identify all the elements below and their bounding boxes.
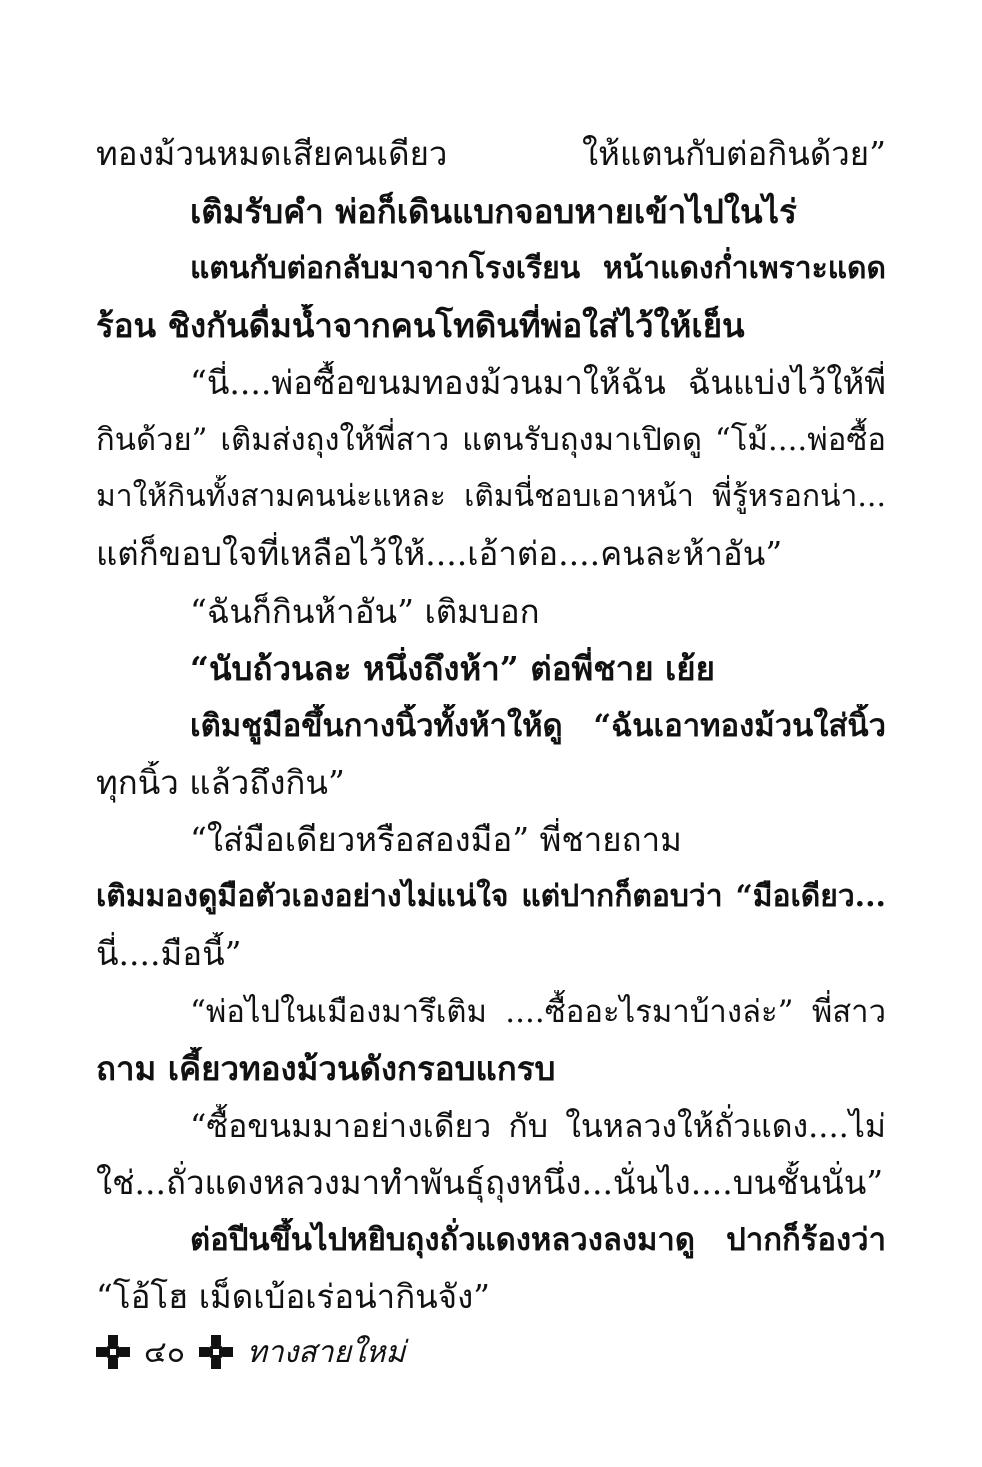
- text-line-11: เติมชูมือขึ้นกางนิ้วทั้งห้าให้ดู “ฉันเอาทองม้วนใส่นิ้ว: [190, 708, 886, 744]
- text-line-1: ทองม้วนหมดเสียคนเดียว ให้แตนกับต่อกินด้วย”: [96, 134, 886, 173]
- text-line-20: ต่อปีนขึ้นไปหยิบถุงถั่วแดงหลวงลงมาดู ปากก็ร้องว่า: [190, 1222, 886, 1258]
- text-line-14: เติมมองดูมือตัวเองอย่างไม่แน่ใจ แต่ปากก็ตอบว่า “มือเดียว...: [96, 879, 886, 914]
- text-line-5: “นี่....พ่อซื้อขนมทองม้วนมาให้ฉัน ฉันแบ่งไว้ให้พี่: [190, 363, 886, 402]
- text-line-6: กินด้วย” เติมส่งถุงให้พี่สาว แตนรับถุงมาเปิดดู “โม้....พ่อซื้อ: [96, 422, 886, 458]
- text-line-9: “ฉันก็กินห้าอัน” เติมบอก: [190, 592, 540, 631]
- diamond-flower-icon: [199, 1335, 233, 1369]
- text-line-10: “นับถ้วนละ หนึ่งถึงห้า” ต่อพี่ชาย เย้ย: [190, 649, 715, 688]
- page-footer: [96, 1330, 405, 1374]
- text-line-7: มาให้กินทั้งสามคนน่ะแหละ เติมนี่ชอบเอาหน้า พี่รู้หรอกน่า...: [96, 479, 886, 514]
- text-line-19: ใช่...ถั่วแดงหลวงมาทำพันธุ์ถุงหนึ่ง...นั่นไง....บนชั้นนั่น”: [96, 1163, 884, 1202]
- text-line-17: ถาม เคี้ยวทองม้วนดังกรอบแกรบ: [96, 1049, 556, 1088]
- text-line-15: นี่....มือนี้”: [96, 934, 242, 973]
- text-line-12: ทุกนิ้ว แล้วถึงกิน”: [96, 763, 345, 802]
- text-line-16: “พ่อไปในเมืองมารึเติม ....ซื้ออะไรมาบ้างล่ะ” พี่สาว: [190, 994, 886, 1030]
- text-line-2: เติมรับคำ พ่อก็เดินแบกจอบหายเข้าไปในไร่: [190, 192, 797, 231]
- text-line-18: “ซื้อขนมมาอย่างเดียว กับ ในหลวงให้ถั่วแดง....ไม่: [190, 1107, 886, 1145]
- text-line-13: “ใส่มือเดียวหรือสองมือ” พี่ชายถาม: [190, 820, 682, 859]
- diamond-flower-icon: [96, 1335, 130, 1369]
- text-line-3: แตนกับต่อกลับมาจากโรงเรียน หน้าแดงก่ำเพราะแดด: [190, 251, 886, 286]
- text-line-8: แต่ก็ขอบใจที่เหลือไว้ให้....เอ้าต่อ....คนละห้าอัน”: [96, 534, 783, 573]
- text-line-4: ร้อน ชิงกันดื่มน้ำจากคนโทดินที่พ่อใส่ไว้ให้เย็น: [96, 306, 745, 345]
- book-title: ทางสายใหม่: [247, 1334, 406, 1370]
- page-number: ๔๐: [144, 1334, 186, 1370]
- text-line-21: “โอ้โฮ เม็ดเบ้อเร่อน่ากินจัง”: [96, 1277, 491, 1316]
